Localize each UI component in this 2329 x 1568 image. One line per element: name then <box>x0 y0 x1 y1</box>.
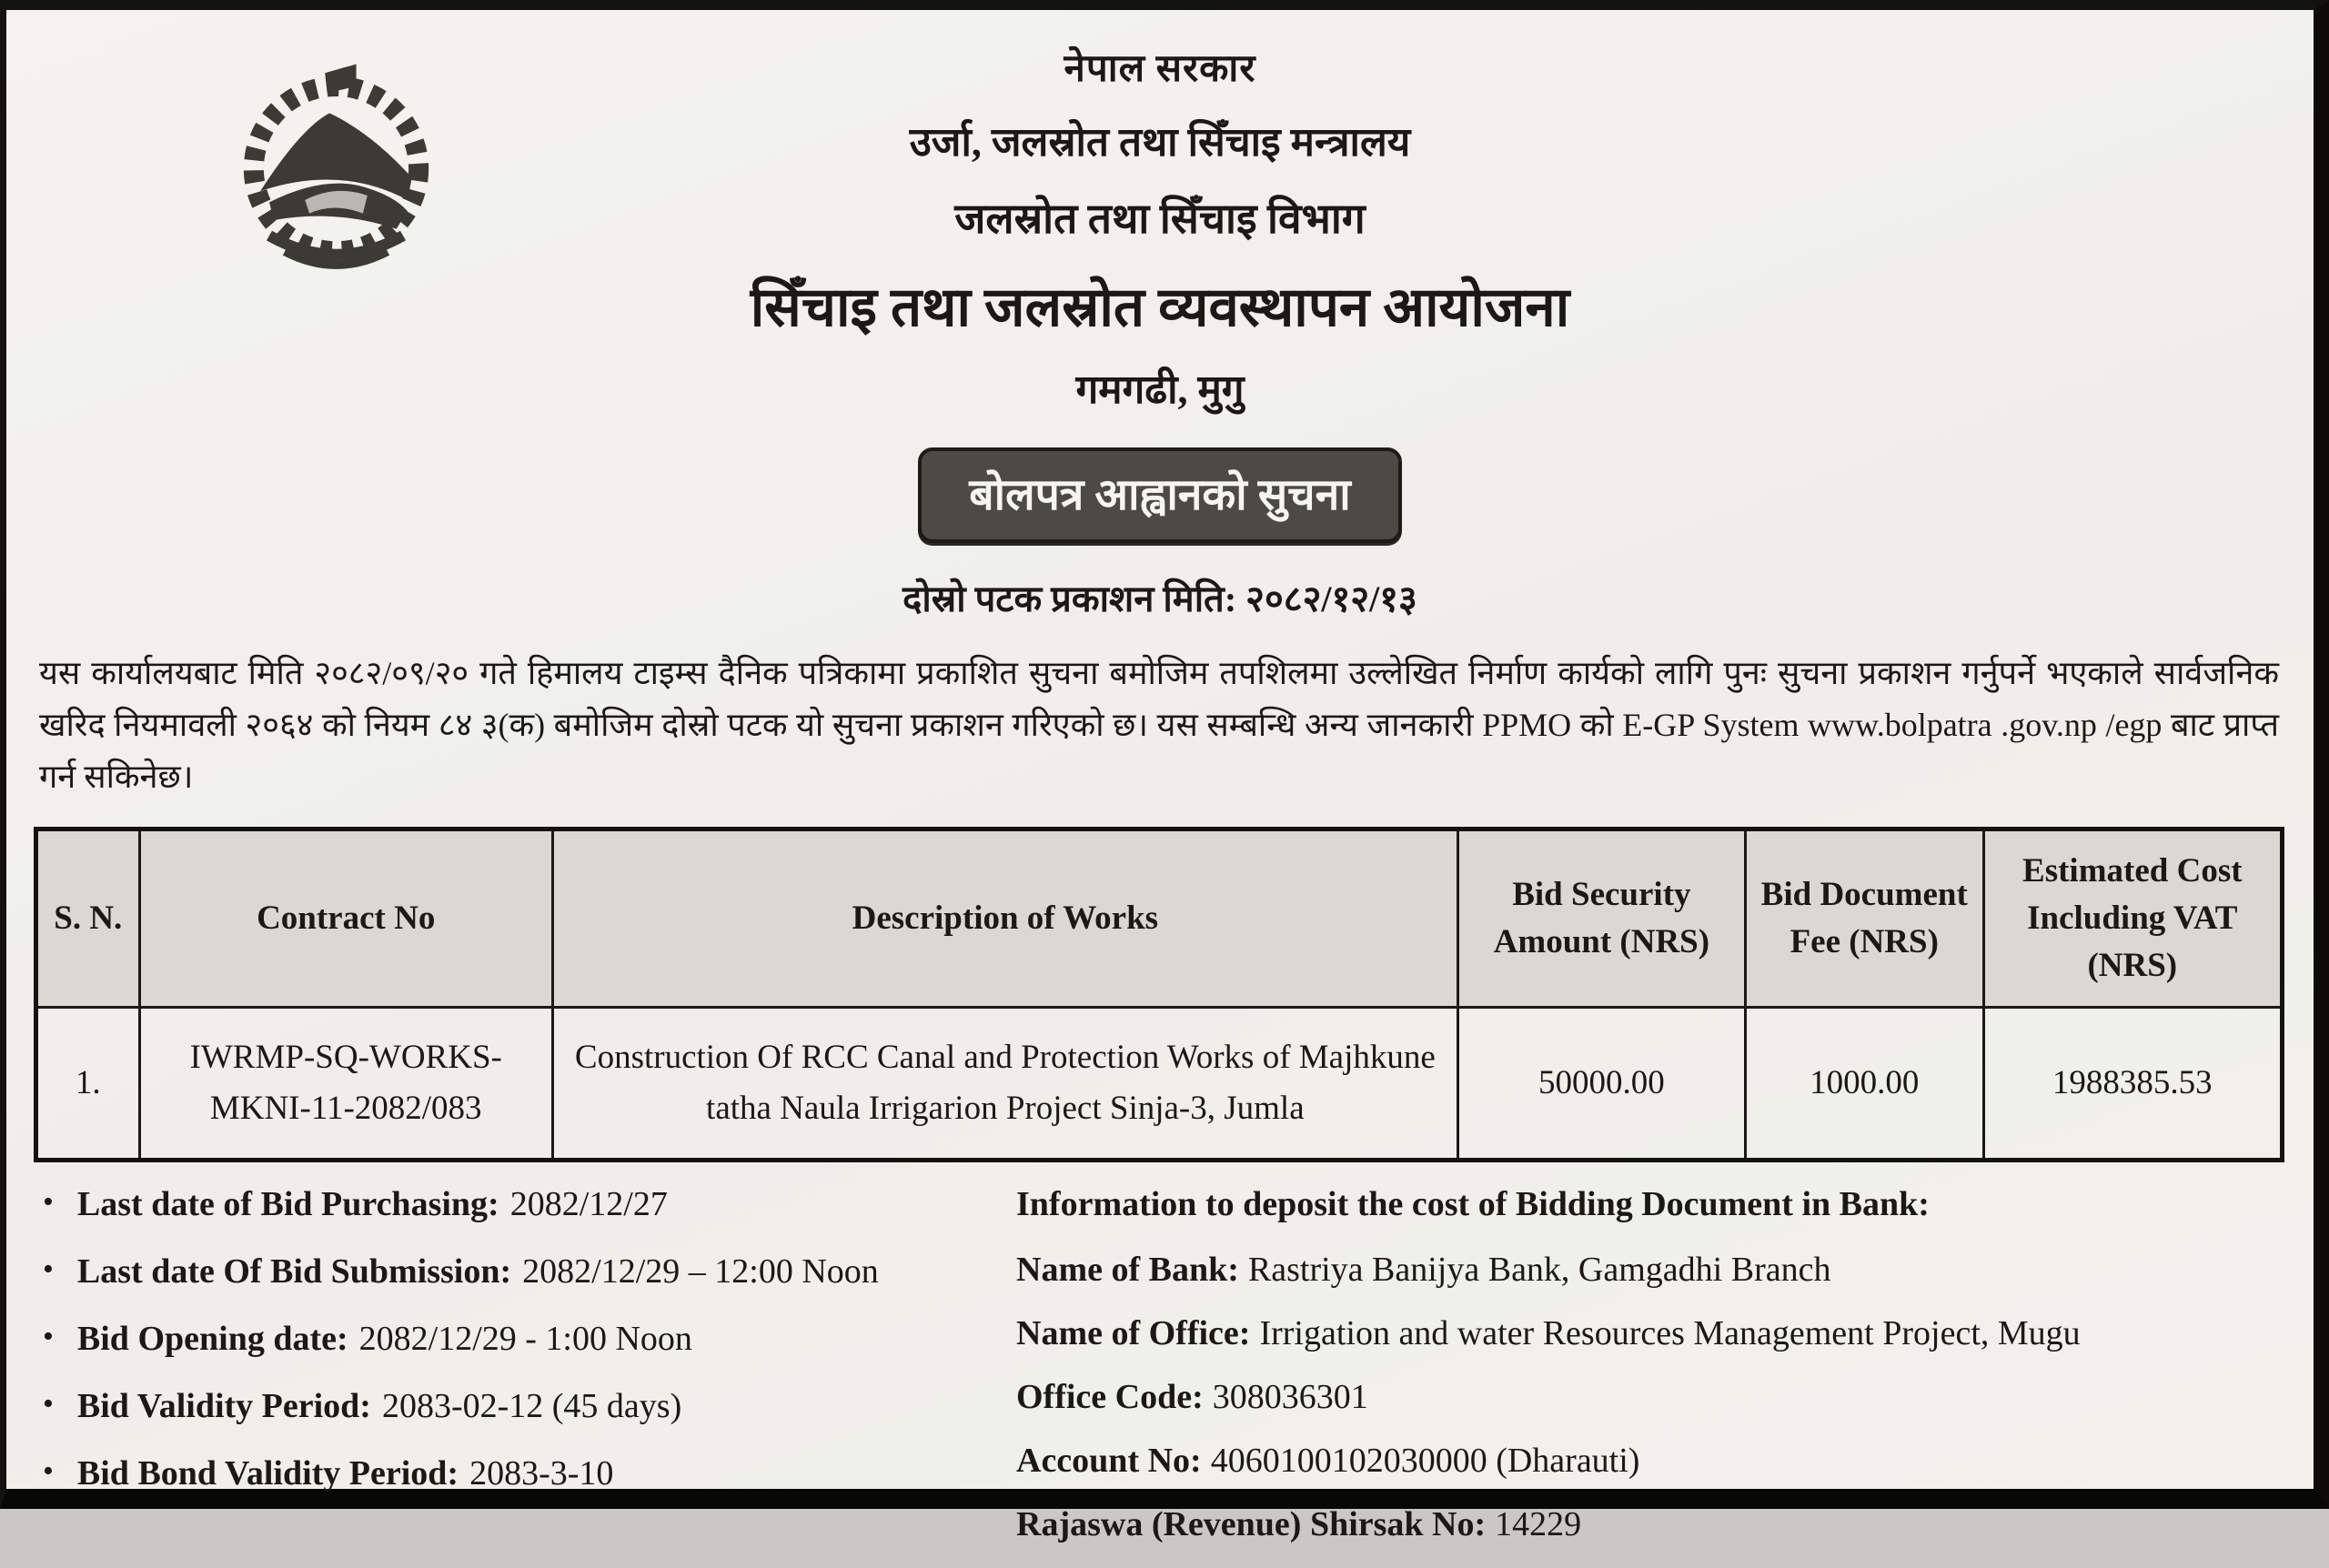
document-header <box>6 10 2314 415</box>
header-bid-security: Bid Security Amount (NRS) <box>1457 829 1745 1007</box>
bank-item-office-code <box>1016 1377 2279 1417</box>
bank-value: Irrigation and water Resources Management Project, Mugu <box>1259 1313 2081 1352</box>
cell-sn: 1. <box>36 1007 140 1160</box>
bank-label: Account No: <box>1016 1441 1202 1480</box>
bullet-icon: • <box>43 1386 54 1421</box>
detail-label: Bid Bond Validity Period: <box>76 1453 459 1493</box>
detail-value: 2082/12/27 <box>509 1184 668 1223</box>
header-department: जलस्रोत तथा सिँचाइ विभाग <box>954 196 1366 242</box>
header-project-title: सिँचाइ तथा जलस्रोत व्यवस्थापन आयोजना <box>750 277 1570 337</box>
cell-description: Construction Of RCC Canal and Protection Works of Majhkune tatha Naula Irrigarion Project Sinja-3, Jumla <box>552 1007 1457 1160</box>
notice-title: बोलपत्र आह्वानको सुचना <box>918 447 1401 543</box>
list-item-bid-submission <box>43 1251 1016 1292</box>
tender-table <box>34 827 2284 1162</box>
bullet-icon: • <box>43 1184 54 1219</box>
bank-item-name-of-office <box>1016 1313 2279 1353</box>
nepal-emblem-icon <box>225 48 448 298</box>
bullet-icon: • <box>43 1319 54 1353</box>
cell-bid-security: 50000.00 <box>1457 1007 1745 1160</box>
list-item-bid-opening <box>43 1319 1016 1359</box>
bank-value: 308036301 <box>1212 1377 1368 1416</box>
header-estimated-cost: Estimated Cost Including VAT (NRS) <box>1983 829 2282 1007</box>
header-description: Description of Works <box>552 829 1457 1007</box>
header-location: गमगढी, मुगु <box>1075 367 1245 412</box>
header-contract-no: Contract No <box>139 829 552 1007</box>
table-row <box>36 1007 2283 1160</box>
bank-label: Office Code: <box>1016 1377 1204 1416</box>
bank-label: Name of Bank: <box>1016 1250 1239 1289</box>
bid-details-list <box>43 1184 1016 1568</box>
detail-label: Last date of Bid Purchasing: <box>76 1184 499 1223</box>
bank-info-heading: Information to deposit the cost of Bidding Document in Bank: <box>1016 1184 1930 1223</box>
header-ministry: उर्जा, जलस्रोत तथा सिँचाइ मन्त्रालय <box>909 120 1411 165</box>
detail-value: 2083-3-10 <box>469 1453 614 1493</box>
bullet-icon: • <box>43 1251 54 1286</box>
list-item-bond-validity <box>43 1453 1016 1493</box>
bank-item-name-of-bank <box>1016 1250 2279 1290</box>
detail-label: Bid Opening date: <box>76 1319 348 1358</box>
list-item-bid-validity <box>43 1386 1016 1426</box>
details-section <box>43 1184 2279 1568</box>
body-paragraph: यस कार्यालयबाट मिति २०८२/०९/२० गते हिमालय टाइम्स दैनिक पत्रिकामा प्रकाशित सुचना बमोजिम तपशिलमा उल्लेखित निर्माण कार्यको लागि पुनः सुचना प्रकाशन गर्नुपर्ने भएकाले सार्वजनिक खरिद नियमावली २०६४ को नियम ८४ ३(क) बमोजिम दोस्रो पटक यो सुचना प्रकाशन गरिएको छ। यस सम्बन्धि अन्य जानकारी PPMO को E-GP System www.bolpatra .gov.np /egp बाट प्राप्त गर्न सकिनेछ। <box>39 655 2279 795</box>
cell-estimated-cost: 1988385.53 <box>1983 1007 2282 1160</box>
bank-value: Rastriya Banijya Bank, Gamgadhi Branch <box>1247 1250 1831 1289</box>
list-item-bid-purchasing <box>43 1184 1016 1224</box>
bank-label: Rajaswa (Revenue) Shirsak No: <box>1016 1504 1487 1543</box>
header-document-fee: Bid Document Fee (NRS) <box>1745 829 1983 1007</box>
bank-info-section <box>1016 1184 2279 1568</box>
table-header-row <box>36 829 2283 1007</box>
bank-label: Name of Office: <box>1016 1313 1251 1352</box>
bank-item-revenue-shirsak <box>1016 1504 2279 1544</box>
notice-title-wrap <box>6 447 2314 543</box>
detail-value: 2082/12/29 - 1:00 Noon <box>358 1319 692 1358</box>
publication-date: दोस्रो पटक प्रकाशन मिति: २०८२/१२/१३ <box>902 578 1417 619</box>
bank-item-account-no <box>1016 1441 2279 1481</box>
cell-document-fee: 1000.00 <box>1745 1007 1983 1160</box>
detail-label: Last date Of Bid Submission: <box>76 1251 512 1291</box>
bank-value: 14229 <box>1495 1504 1582 1543</box>
cell-contract-no: IWRMP-SQ-WORKS-MKNI-11-2082/083 <box>139 1007 552 1160</box>
header-government: नेपाल सरकार <box>1064 48 1256 90</box>
bullet-icon: • <box>43 1453 54 1488</box>
detail-value: 2082/12/29 – 12:00 Noon <box>522 1251 879 1291</box>
detail-value: 2083-02-12 (45 days) <box>381 1386 682 1425</box>
header-sn: S. N. <box>36 829 140 1007</box>
detail-label: Bid Validity Period: <box>76 1386 371 1425</box>
bank-value: 4060100102030000 (Dharauti) <box>1210 1441 1640 1480</box>
